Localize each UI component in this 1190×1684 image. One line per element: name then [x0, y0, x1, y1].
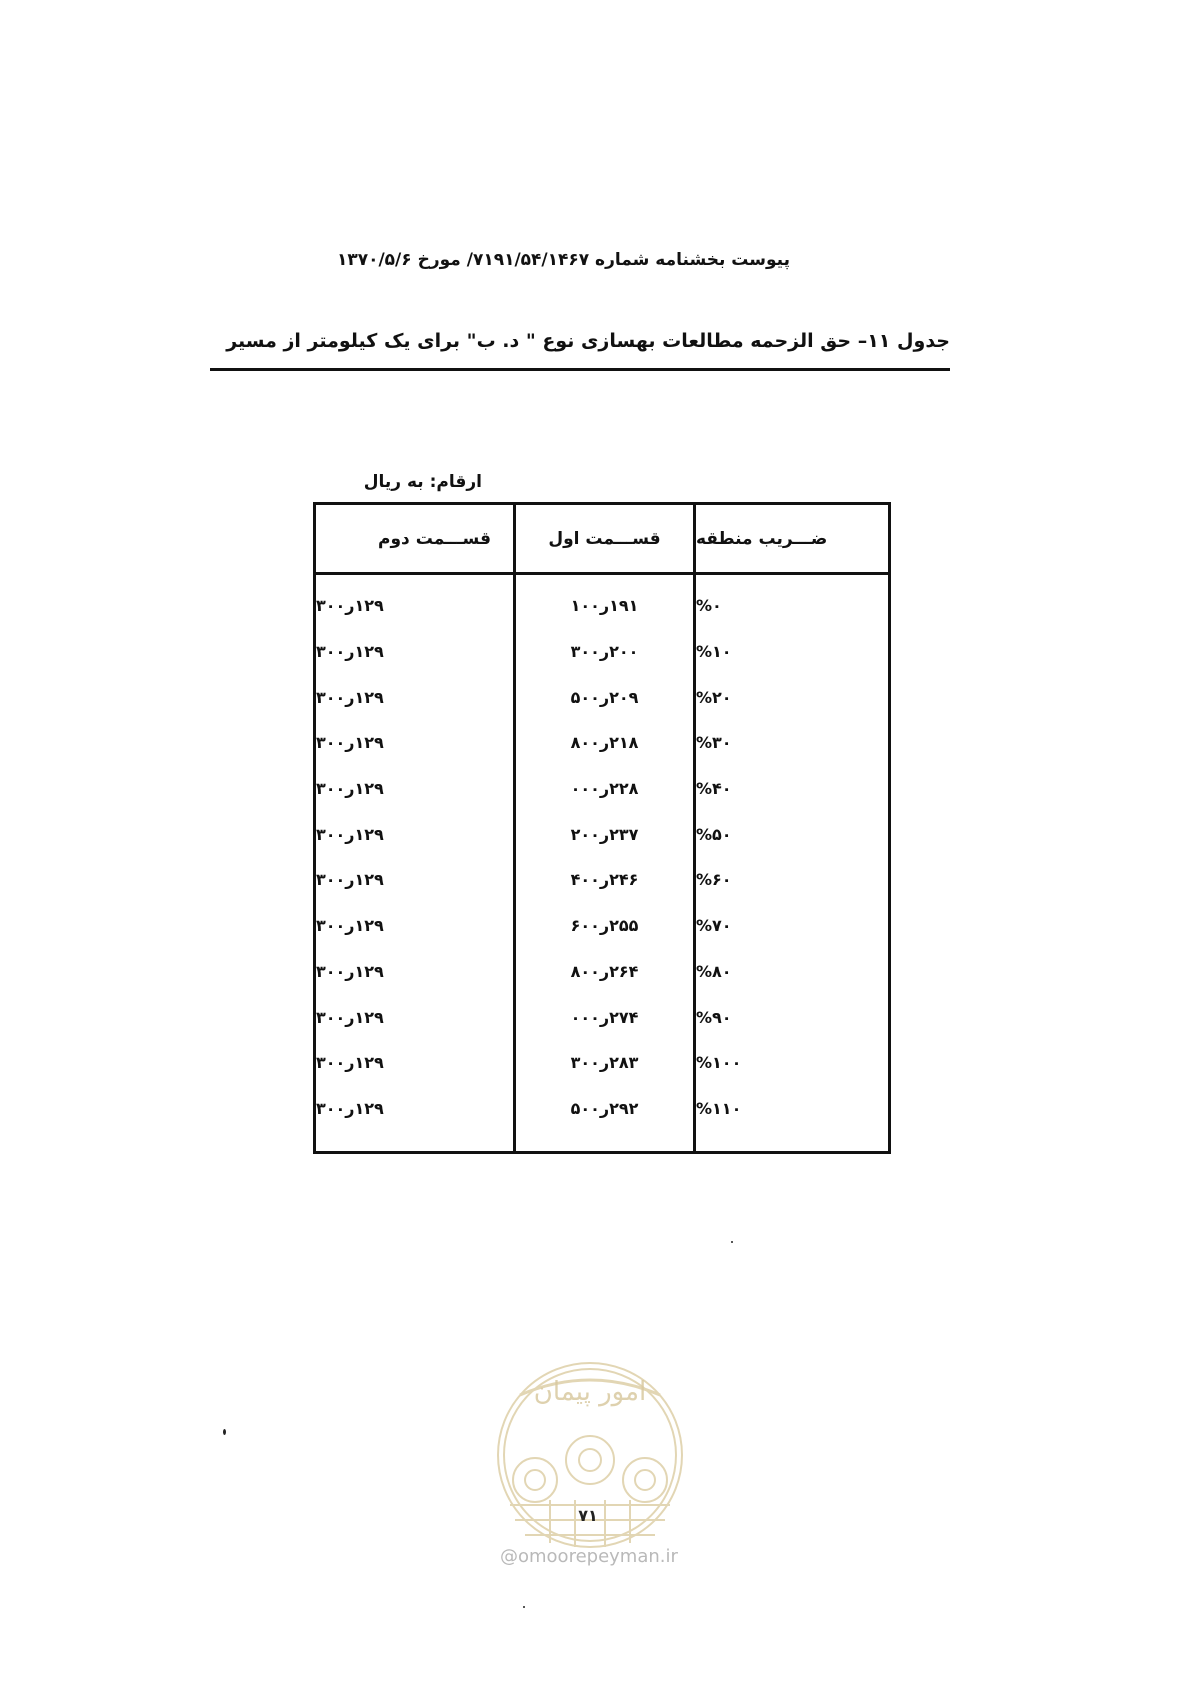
zone-cell: %۸۰ — [696, 961, 732, 981]
zone-factor-header: ضـــریب منطقه — [696, 505, 888, 575]
first-cell: ۲۶۴ر۸۰۰ — [570, 961, 639, 981]
stamp-lettering: امور پیمان — [533, 1377, 647, 1407]
zone-cell: %۱۰ — [696, 642, 732, 662]
zone-cell: %۱۰۰ — [696, 1053, 742, 1073]
zone-cell: %۷۰ — [696, 916, 732, 936]
first-cell: ۲۳۷ر۲۰۰ — [570, 824, 639, 844]
first-cell: ۲۸۳ر۳۰۰ — [570, 1053, 639, 1073]
zone-factor-column — [693, 505, 888, 1151]
scan-speck — [523, 1606, 525, 1608]
zone-cell: %۶۰ — [696, 870, 732, 890]
second-cell: ۱۲۹ر۳۰۰ — [316, 1053, 384, 1073]
first-part-header: قســـمت اول — [516, 505, 693, 575]
second-cell: ۱۲۹ر۳۰۰ — [316, 1007, 384, 1027]
zone-cell: %۰ — [696, 596, 722, 616]
second-part-header: قســـمت دوم — [316, 505, 513, 575]
zone-cell: %۲۰ — [696, 687, 732, 707]
first-cell: ۲۲۸ر۰۰۰ — [570, 779, 639, 799]
second-cell: ۱۲۹ر۳۰۰ — [316, 733, 384, 753]
zone-factor-cells — [696, 583, 888, 1131]
first-cell: ۲۰۰ر۳۰۰ — [570, 642, 639, 662]
zone-cell: %۳۰ — [696, 733, 732, 753]
title-underline — [210, 368, 950, 371]
first-cell: ۲۵۵ر۶۰۰ — [570, 916, 639, 936]
second-cell: ۱۲۹ر۳۰۰ — [316, 824, 384, 844]
scan-speck — [731, 1241, 733, 1243]
scan-speck — [223, 1429, 226, 1435]
zone-cell: %۹۰ — [696, 1007, 732, 1027]
fee-table — [313, 502, 891, 1154]
watermark-handle: @omoorepeyman.ir — [500, 1546, 678, 1567]
omoorepeyman-stamp-logo — [490, 1355, 690, 1555]
first-cell: ۲۱۸ر۸۰۰ — [570, 733, 639, 753]
zone-cell: %۱۱۰ — [696, 1098, 742, 1118]
first-part-cells — [516, 583, 693, 1131]
second-cell: ۱۲۹ر۳۰۰ — [316, 870, 384, 890]
first-cell: ۲۹۲ر۵۰۰ — [570, 1098, 639, 1118]
first-cell: ۲۴۶ر۴۰۰ — [570, 870, 639, 890]
second-part-column — [316, 505, 513, 1151]
first-part-column — [513, 505, 693, 1151]
second-cell: ۱۲۹ر۳۰۰ — [316, 1098, 384, 1118]
second-cell: ۱۲۹ر۳۰۰ — [316, 687, 384, 707]
first-cell: ۱۹۱ر۱۰۰ — [570, 596, 639, 616]
document-header: پیوست بخشنامه شماره ۷۱۹۱/۵۴/۱۴۶۷/ مورخ ۱۳۷۰/۵/۶ — [336, 250, 790, 270]
zone-cell: %۵۰ — [696, 824, 732, 844]
second-cell: ۱۲۹ر۳۰۰ — [316, 961, 384, 981]
first-cell: ۲۰۹ر۵۰۰ — [570, 687, 639, 707]
table-title: جدول ۱۱– حق الزحمه مطالعات بهسازی نوع " د. ب" برای یک کیلومتر از مسیر — [226, 330, 950, 352]
page-number: ۷۱ — [578, 1506, 598, 1525]
second-part-cells — [316, 583, 513, 1131]
second-cell: ۱۲۹ر۳۰۰ — [316, 916, 384, 936]
second-cell: ۱۲۹ر۳۰۰ — [316, 596, 384, 616]
first-cell: ۲۷۴ر۰۰۰ — [570, 1007, 639, 1027]
units-note: ارقام: به ریال — [363, 472, 482, 492]
second-cell: ۱۲۹ر۳۰۰ — [316, 779, 384, 799]
zone-cell: %۴۰ — [696, 779, 732, 799]
second-cell: ۱۲۹ر۳۰۰ — [316, 642, 384, 662]
